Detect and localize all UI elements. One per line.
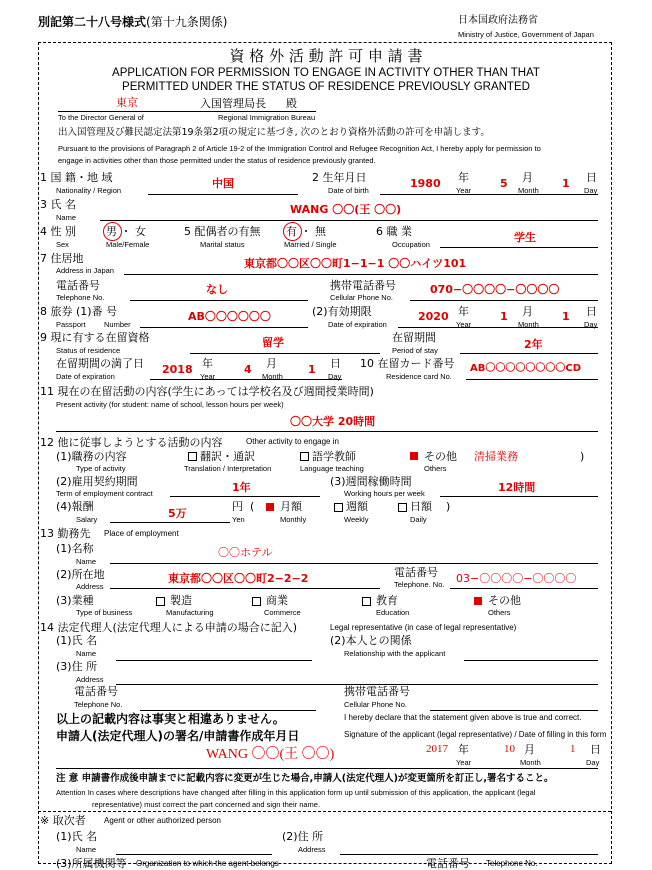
f12-type-label: (1)職務の内容 [56, 450, 127, 463]
f8-exp-label: (2)有効期限 [312, 305, 372, 318]
notice-jp: 注 意 申請書作成後申請までに記載内容に変更が生じた場合,申請人(法定代理人)が変更箇所を訂正し,署名すること。 [56, 773, 554, 784]
employer-tel-value: 03−〇〇〇〇−〇〇〇〇 [456, 572, 577, 585]
filing-year: 2017 [426, 743, 448, 755]
f10-label-en: Residence card No. [386, 372, 452, 381]
f1-label-en: Nationality / Region [56, 186, 122, 195]
f1-line [148, 194, 298, 195]
f12-hours-line [440, 496, 598, 497]
f3-label-en: Name [56, 213, 77, 222]
f14-tel-label-en: Telephone No. [74, 700, 123, 709]
f14-cell-label-en: Cellular Phone No. [344, 700, 407, 709]
f12-hours-label-en: Working hours per week [344, 489, 425, 498]
f13-label-en: Place of employment [104, 529, 179, 538]
f9-line [190, 353, 380, 354]
f4-label: 4 性 別 [40, 225, 76, 238]
f13-addr-line [110, 588, 380, 589]
title-en-line2: PERMITTED UNDER THE STATUS OF RESIDENCE PREVIOUSLY GRANTED [122, 81, 530, 93]
birth-day: 1 [562, 177, 570, 190]
marital-options: 有 ・ 無 [286, 225, 326, 238]
intro-jp: 出入国管理及び難民認定法第19条第2項の規定に基づき, 次のとおり資格外活動の許可を申請します。 [58, 127, 490, 138]
intro-en1: Pursuant to the provisions of Paragraph 2 of Article 19-2 of the Immigration Control and Refugee Recognition Act, I hereby apply for permission to [58, 144, 541, 153]
yen-en: Yen [232, 515, 245, 524]
sex-selected-circle [103, 222, 122, 241]
opt-language-teacher: 語学教師 [312, 450, 356, 463]
education-checkbox[interactable] [362, 597, 371, 606]
to-en: To the Director General of [58, 113, 144, 122]
agent-addr-label-en: Address [298, 845, 326, 854]
signature-label-en: Signature of the applicant (legal representative) / Date of filling in this form [344, 730, 607, 739]
f7-tel-line [130, 300, 308, 301]
opt-translation-en: Translation / Interpretation [184, 464, 272, 473]
year-jp: 年 [458, 743, 469, 756]
opt-daily: 日額 [410, 500, 432, 513]
occupation-value: 学生 [514, 231, 536, 244]
f12-label-en: Other activity to engage in [246, 437, 339, 446]
f14-name-line [116, 660, 312, 661]
day-en: Day [584, 186, 598, 195]
f14-rel-label: (2)本人との関係 [330, 634, 412, 647]
weekly-hours-value: 12時間 [498, 481, 536, 494]
f8-exp-label-en: Date of expiration [328, 320, 387, 329]
year-en: Year [456, 320, 472, 329]
marital-options-en: Married / Single [284, 240, 337, 249]
f1-label: 1 国 籍・地 域 [40, 171, 113, 184]
agent-tel-label-en: Telephone No. [486, 859, 538, 868]
home-tel-value: なし [206, 283, 228, 296]
f7-tel-label: 電話番号 [56, 279, 100, 292]
opt-education-en: Education [376, 608, 410, 617]
f13-biz-label: (3)業種 [56, 594, 94, 607]
signature-value: WANG 〇〇(王 〇〇) [206, 747, 335, 762]
f13-tel-label: 電話番号 [394, 566, 438, 579]
passport-exp-month: 1 [500, 310, 508, 323]
opt-manufacturing: 製造 [170, 594, 192, 607]
f7-cell-line [410, 300, 598, 301]
f11-line [56, 431, 598, 432]
opt-weekly: 週額 [346, 500, 368, 513]
f14-cell-label: 携帯電話番号 [344, 685, 410, 698]
f12-label: 12 他に従事しようとする活動の内容 [40, 436, 223, 449]
agent-org-label: (3)所属機関等 [56, 857, 127, 870]
f3-label: 3 氏 名 [40, 198, 76, 211]
agent-name-line [116, 854, 272, 855]
birth-year: 1980 [410, 177, 441, 190]
f14-addr-label: (3)住 所 [56, 660, 98, 673]
f2-line [380, 194, 598, 195]
day-jp: 日 [586, 171, 597, 184]
stay-exp-month: 4 [244, 363, 252, 376]
declaration-en: I hereby declare that the statement given above is true and correct. [344, 713, 582, 722]
agent-label-en: Agent or other authorized person [104, 816, 221, 825]
opt-commerce: 商業 [266, 594, 288, 607]
agent-name-label-en: Name [76, 845, 97, 854]
opt-monthly: 月額 [280, 500, 302, 513]
year-jp: 年 [202, 357, 213, 370]
opt-language-teacher-en: Language teaching [300, 464, 364, 473]
marital-selected-circle [283, 222, 302, 241]
f12-hours-label: (3)週間稼働時間 [330, 475, 412, 488]
monthly-checkbox-checked[interactable] [266, 503, 274, 511]
f12-term-line [170, 496, 320, 497]
f12-term-label-en: Term of employment contract [56, 489, 153, 498]
agent-org-label-en: Organization to which the agent belongs [136, 859, 279, 868]
employer-address-value: 東京都〇〇区〇〇町2−2−2 [168, 572, 309, 585]
opt-monthly-en: Monthly [280, 515, 307, 524]
f8-line [140, 327, 308, 328]
f14-cell-line [430, 710, 598, 711]
contract-term-value: 1年 [232, 481, 251, 494]
bureau-place: 東京 [116, 96, 138, 109]
f12-salary-label: (4)報酬 [56, 500, 94, 513]
form-number: 別記第二十八号様式(第十九条関係) [38, 15, 228, 29]
f13-addr-label-en: Address [76, 582, 104, 591]
f2-label-en: Date of birth [328, 186, 369, 195]
day-en: Day [328, 372, 342, 381]
f8-label: 8 旅券 (1)番 号 [40, 305, 118, 318]
f13-biz-label-en: Type of business [76, 608, 133, 617]
passport-exp-day: 1 [562, 310, 570, 323]
opt-manufacturing-en: Manufacturing [166, 608, 214, 617]
yen-jp: 円 [232, 500, 243, 513]
f14-rel-line [464, 660, 598, 661]
status-value: 留学 [262, 336, 284, 349]
sex-options: 男 ・ 女 [106, 225, 146, 238]
signature-line [56, 768, 598, 769]
manufacturing-checkbox[interactable] [156, 597, 165, 606]
language-teacher-checkbox[interactable] [300, 452, 309, 461]
f9-period-label-en: Period of stay [392, 346, 438, 355]
filing-day: 1 [570, 743, 576, 755]
f9-period-label: 在留期間 [392, 331, 436, 344]
f12-salary-label-en: Salary [76, 515, 98, 524]
f9-label-en: Status of residence [56, 346, 121, 355]
f13-name-label: (1)名称 [56, 542, 94, 555]
opt-daily-en: Daily [410, 515, 427, 524]
year-jp: 年 [458, 305, 469, 318]
f7-cell-label: 携帯電話番号 [330, 279, 396, 292]
f9-label: 9 現に有する在留資格 [40, 331, 150, 344]
year-en: Year [456, 186, 472, 195]
other-activity-value: 清掃業務 [474, 450, 518, 463]
signature-label-jp: 申請人(法定代理人)の署名/申請書作成年月日 [56, 729, 300, 743]
month-jp: 月 [266, 357, 277, 370]
address-value: 東京都〇〇区〇〇町1−1−1 〇〇ハイツ101 [244, 257, 467, 270]
f6-line [440, 247, 598, 248]
commerce-checkbox[interactable] [252, 597, 261, 606]
open-paren: ( [250, 500, 255, 513]
f8-num-en: Number [104, 320, 131, 329]
f7-line [124, 274, 598, 275]
opt-others: その他 [424, 450, 457, 463]
month-jp: 月 [522, 171, 533, 184]
notice-en1: Attention In cases where descriptions have changed after filling in this application form up until submission of this application, the applicant (legal [56, 788, 536, 797]
stay-exp-day: 1 [308, 363, 316, 376]
to-line [58, 111, 316, 112]
dono: 殿 [286, 97, 297, 110]
f14-tel-label: 電話番号 [74, 685, 118, 698]
opt-commerce-en: Commerce [264, 608, 301, 617]
close-paren-2: ) [446, 500, 451, 513]
employer-name-value: 〇〇ホテル [218, 546, 273, 559]
agent-label: ※ 取次者 [40, 814, 86, 827]
f14-name-label: (1)氏 名 [56, 634, 98, 647]
sex-options-en: Male/Female [106, 240, 150, 249]
f13-tel-line [450, 588, 598, 589]
f12-salary-line [110, 522, 230, 523]
day-en: Day [586, 758, 600, 767]
agent-addr-label: (2)住 所 [282, 830, 324, 843]
f9-exp-line [150, 379, 342, 380]
year-jp: 年 [458, 171, 469, 184]
month-jp: 月 [524, 743, 535, 756]
f13-tel-label-en: Telephone. No. [394, 580, 445, 589]
name-value: WANG 〇〇(王 〇〇) [290, 203, 402, 216]
f8-exp-line [398, 327, 598, 328]
title-jp: 資 格 外 活 動 許 可 申 請 書 [229, 47, 423, 65]
stay-exp-year: 2018 [162, 363, 193, 376]
title-en-line1: APPLICATION FOR PERMISSION TO ENGAGE IN ACTIVITY OTHER THAN THAT [112, 67, 540, 79]
ministry-en: Ministry of Justice, Government of Japan [458, 30, 594, 39]
f10-line [466, 379, 598, 380]
f11-label-en: Present activity (for student: name of school, lesson hours per week) [56, 400, 284, 409]
translation-checkbox[interactable] [188, 452, 197, 461]
opt-translation: 翻訳・通訳 [200, 450, 255, 463]
f14-rel-label-en: Relationship with the applicant [344, 649, 446, 658]
day-jp: 日 [590, 743, 601, 756]
f7-tel-label-en: Telephone No. [56, 293, 105, 302]
salary-value: 5万 [168, 507, 187, 520]
f12-type-label-en: Type of activity [76, 464, 126, 473]
year-en: Year [200, 372, 216, 381]
notice-en2: representative) must correct the part concerned and sign their name. [92, 800, 321, 809]
passport-exp-year: 2020 [418, 310, 449, 323]
f2-label: 2 生年月日 [312, 171, 367, 184]
f14-addr-label-en: Address [76, 675, 104, 684]
f11-label: 11 現在の在留活動の内容(学生にあっては学校名及び週間授業時間) [40, 385, 374, 398]
f3-line [100, 220, 598, 221]
agent-divider [38, 811, 611, 812]
month-en: Month [262, 372, 283, 381]
close-paren: ) [580, 450, 585, 463]
f5-label-en: Marital status [200, 240, 245, 249]
month-en: Month [518, 186, 539, 195]
intro-en2: engage in activities other than those permitted under the status of residence previously granted. [58, 156, 376, 165]
bureau-jp: 入国管理局長 [200, 97, 266, 110]
f8-label-en: Passport [56, 320, 86, 329]
present-activity-value: 〇〇大学 20時間 [290, 415, 376, 428]
f13-label: 13 勤務先 [40, 527, 91, 540]
period-value: 2年 [524, 338, 543, 351]
f14-tel-line [140, 710, 316, 711]
agent-addr-line [340, 854, 598, 855]
residence-card-value: AB〇〇〇〇〇〇〇〇CD [470, 363, 582, 374]
opt-others-en: Others [424, 464, 447, 473]
business-others-checkbox-checked[interactable] [474, 597, 482, 605]
filing-month: 10 [504, 743, 515, 755]
f7-label: 7 住居地 [40, 252, 84, 265]
weekly-checkbox[interactable] [334, 503, 343, 512]
day-jp: 日 [586, 305, 597, 318]
f7-label-en: Address in Japan [56, 266, 114, 275]
others-checkbox-checked[interactable] [410, 452, 418, 460]
f7-cell-label-en: Cellular Phone No. [330, 293, 393, 302]
bureau-en: Regional Immigration Bureau [218, 113, 316, 122]
passport-number: AB〇〇〇〇〇〇 [188, 310, 271, 323]
f13-addr-label: (2)所在地 [56, 568, 105, 581]
month-en: Month [520, 758, 541, 767]
f6-label-en: Occupation [392, 240, 430, 249]
f9-exp-label: 在留期間の満了日 [56, 357, 144, 370]
f14-name-label-en: Name [76, 649, 97, 658]
birth-month: 5 [500, 177, 508, 190]
ministry-jp: 日本国政府法務省 [458, 15, 538, 26]
f4-label-en: Sex [56, 240, 69, 249]
f9-period-line [460, 353, 598, 354]
agent-name-label: (1)氏 名 [56, 830, 98, 843]
f9-exp-label-en: Date of expiration [56, 372, 115, 381]
f14-label: 14 法定代理人(法定代理人による申請の場合に記入) [40, 621, 298, 634]
daily-checkbox[interactable] [398, 503, 407, 512]
declaration-jp: 以上の記載内容は事実と相違ありません。 [56, 712, 285, 726]
cell-tel-value: 070−〇〇〇〇−〇〇〇〇 [430, 283, 560, 296]
agent-tel-label: 電話番号 [426, 857, 470, 870]
nationality-value: 中国 [212, 177, 234, 190]
f10-label: 10 在留カード番号 [360, 357, 455, 370]
f13-name-label-en: Name [76, 557, 97, 566]
f5-label: 5 配偶者の有無 [184, 225, 261, 238]
day-en: Day [584, 320, 598, 329]
opt-business-others: その他 [488, 594, 521, 607]
year-en: Year [456, 758, 472, 767]
f12-term-label: (2)雇用契約期間 [56, 475, 138, 488]
f6-label: 6 職 業 [376, 225, 412, 238]
opt-weekly-en: Weekly [344, 515, 369, 524]
f13-name-line [110, 563, 598, 564]
month-jp: 月 [522, 305, 533, 318]
opt-education: 教育 [376, 594, 398, 607]
f14-label-en: Legal representative (in case of legal representative) [330, 623, 517, 632]
month-en: Month [518, 320, 539, 329]
day-jp: 日 [330, 357, 341, 370]
opt-business-others-en: Others [488, 608, 511, 617]
